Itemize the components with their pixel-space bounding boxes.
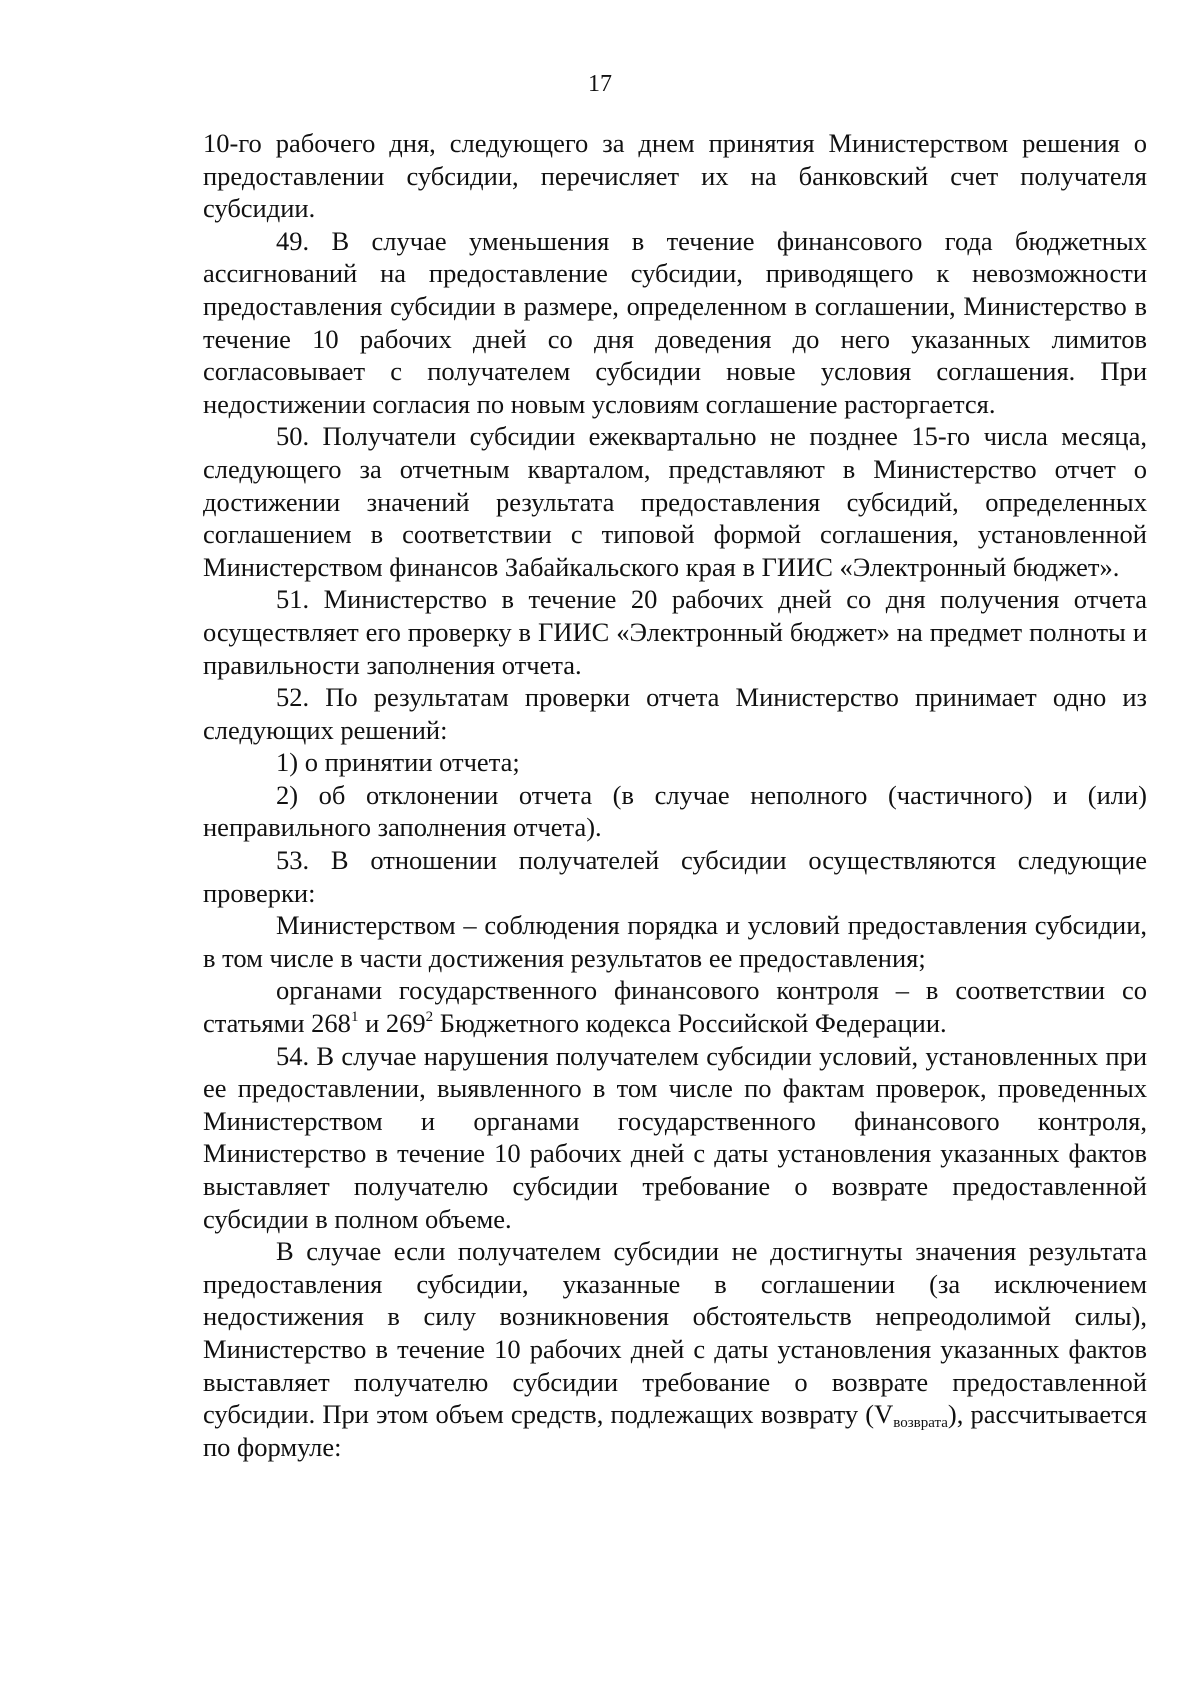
- document-body: [203, 127, 1147, 1463]
- paragraph-49: 49. В случае уменьшения в течение финансового года бюджетных ассигнований на предоставление субсидии, приводящего к невозможности предоставления субсидии в размере, определенном в соглашении, Министерство в течение 10 рабочих дней со дня доведения до него указанных лимитов согласовывает с получателем субсидии новые условия соглашения. При недостижении согласия по новым условиям соглашение расторгается.: [203, 225, 1147, 419]
- paragraph-52-item-1: 1) о принятии отчета;: [276, 747, 520, 778]
- paragraph-54-refund-formula-intro: [203, 1235, 1147, 1463]
- paragraph-53: 53. В отношении получателей субсидии осуществляются следующие проверки:: [203, 845, 1147, 908]
- page-number: 17: [588, 71, 612, 97]
- paragraph-52-item-2: 2) об отклонении отчета (в случае неполного (частичного) и (или) неправильного заполнения отчета).: [203, 779, 1147, 843]
- paragraph-51: 51. Министерство в течение 20 рабочих дней со дня получения отчета осуществляет его проверку в ГИИС «Электронный бюджет» на предмет полноты и правильности заполнения отчета.: [203, 584, 1147, 680]
- paragraph-53-item-control-bodies: [203, 974, 1147, 1039]
- paragraph-53-item-ministry: Министерством – соблюдения порядка и условий предоставления субсидии, в том числе в части достижения результатов ее предоставления;: [203, 910, 1147, 973]
- paragraph-continuation: 10-го рабочего дня, следующего за днем принятия Министерством решения о предоставлении субсидии, перечисляет их на банковский счет получателя субсидии.: [203, 128, 1147, 224]
- paragraph-52: 52. По результатам проверки отчета Министерство принимает одно из следующих решений:: [203, 682, 1147, 745]
- paragraph-50: 50. Получатели субсидии ежеквартально не позднее 15-го числа месяца, следующего за отчетным кварталом, представляют в Министерство отчет о достижении значений результата предоставления субсидий, определенных соглашением в соответствии с типовой формой соглашения, установленной Министерством финансов Забайкальского края в ГИИС «Электронный бюджет».: [203, 421, 1147, 582]
- text-fragment: Бюджетного кодекса Российской Федерации.: [433, 1008, 947, 1039]
- subscript: возврата: [893, 1415, 948, 1432]
- text-fragment: органами государственного финансового контроля – в соответствии со статьями 268: [203, 975, 1147, 1039]
- text-fragment: и 269: [358, 1008, 426, 1039]
- text-fragment: ), рассчитывается по формуле:: [203, 1399, 1147, 1462]
- superscript: 2: [425, 1009, 434, 1026]
- paragraph-54: 54. В случае нарушения получателем субсидии условий, установленных при ее предоставлении, выявленного в том числе по фактам проверок, проведенных Министерством и органами государственного финансового контроля, Министерство в течение 10 рабочих дней с даты установления указанных фактов выставляет получателю субсидии требование о возврате предоставленной субсидии в полном объеме.: [203, 1040, 1147, 1234]
- text-fragment: В случае если получателем субсидии не достигнуты значения результата предоставления субсидии, указанные в соглашении (за исключением недостижения в силу возникновения обстоятельств непреодолимой силы), Министерство в течение 10 рабочих дней с даты установления указанных фактов выставляет получателю субсидии требование о возврате предоставленной субсидии. При этом объем средств, подлежащих возврату (V: [203, 1236, 1147, 1430]
- superscript: 1: [350, 1009, 359, 1026]
